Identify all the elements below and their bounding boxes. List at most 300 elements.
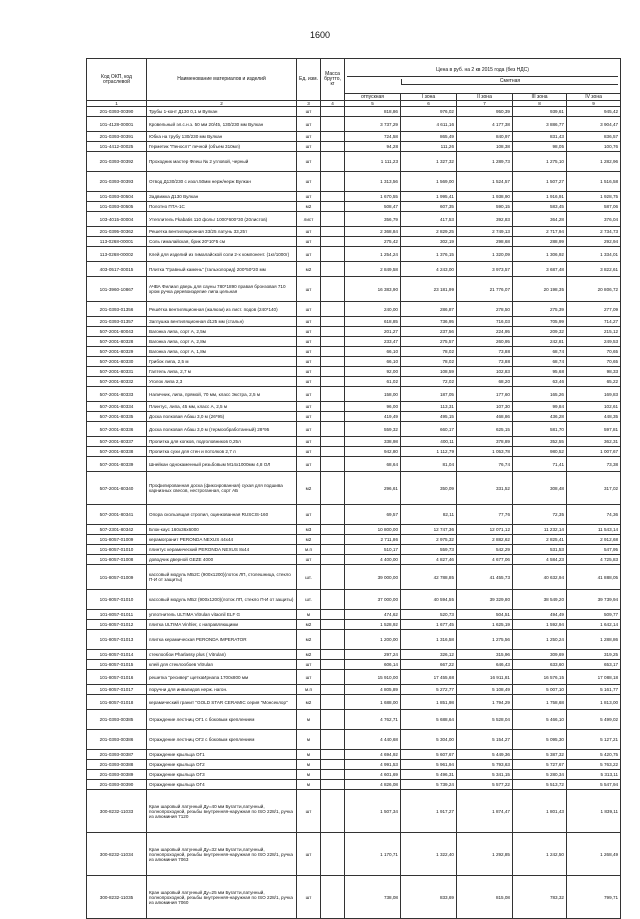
row-price-zone4: 448,35 — [567, 412, 621, 422]
row-price-zone4: 799,71 — [567, 876, 621, 919]
row-price-zone2: 1 524,57 — [457, 172, 513, 192]
row-code: 201-0393-00389 — [87, 770, 147, 780]
row-mass — [321, 107, 345, 117]
row-price-zone2: 5 449,36 — [457, 750, 513, 760]
row-price-zone4: 5 420,75 — [567, 750, 621, 760]
table-row — [87, 780, 621, 790]
row-price-zone2: 1 320,09 — [457, 247, 513, 262]
row-code: 507-2001-80043 — [87, 327, 147, 337]
row-price-release: 39 000,00 — [345, 565, 401, 590]
row-name: доводчик дверной GEZE 4000 — [147, 555, 297, 565]
row-price-zone4: 509,77 — [567, 610, 621, 620]
row-name: Проходник мастер Флеш № 2 угловой, черный — [147, 152, 297, 172]
row-price-zone2: 108,38 — [457, 142, 513, 152]
row-unit: м2 — [297, 262, 321, 277]
row-unit: шт — [297, 347, 321, 357]
row-code: 101-8057-01011 — [87, 610, 147, 620]
row-unit: шт — [297, 317, 321, 327]
row-mass — [321, 750, 345, 760]
row-price-zone2: 1 874,47 — [457, 790, 513, 833]
row-code: 101-8057-01014 — [87, 650, 147, 660]
row-unit: м — [297, 710, 321, 730]
table-row — [87, 685, 621, 695]
row-mass — [321, 367, 345, 377]
row-code: 507-2001-80334 — [87, 402, 147, 412]
row-unit: шт — [297, 402, 321, 412]
row-code: 507-2001-80336 — [87, 422, 147, 437]
col-num: 4 — [321, 101, 345, 107]
row-price-release: 2 849,58 — [345, 262, 401, 277]
row-price-zone2: 5 528,04 — [457, 710, 513, 730]
row-price-zone2: 41 455,73 — [457, 565, 513, 590]
row-mass — [321, 277, 345, 302]
row-price-zone2: 102,83 — [457, 367, 513, 377]
row-price-zone3: 38 549,20 — [513, 590, 567, 610]
row-price-zone4: 100,76 — [567, 142, 621, 152]
row-price-zone2: 73,88 — [457, 347, 513, 357]
row-price-zone3: 5 095,30 — [513, 730, 567, 750]
table-row — [87, 730, 621, 750]
row-price-zone2: 1 794,29 — [457, 695, 513, 710]
row-unit: шт — [297, 117, 321, 132]
row-unit: шт — [297, 387, 321, 402]
row-name: Герметик "Пенослт" печной (объем 310мл) — [147, 142, 297, 152]
row-price-zone1: 520,73 — [401, 610, 457, 620]
row-unit: м — [297, 770, 321, 780]
row-price-zone1: 607,35 — [401, 202, 457, 212]
table-row — [87, 630, 621, 650]
row-code: 101-4412-00025 — [87, 142, 147, 152]
row-price-zone2: 504,51 — [457, 610, 513, 620]
row-price-zone1: 12 747,36 — [401, 525, 457, 535]
row-code: 101-8057-01013 — [87, 630, 147, 650]
row-price-zone2: 77,76 — [457, 505, 513, 525]
row-mass — [321, 695, 345, 710]
row-price-zone1: 350,09 — [401, 472, 457, 505]
row-price-zone2: 1 938,90 — [457, 192, 513, 202]
row-code: 507-2001-80329 — [87, 347, 147, 357]
row-unit: м2 — [297, 620, 321, 630]
row-unit: шт — [297, 172, 321, 192]
row-code: 201-0393-00390 — [87, 107, 147, 117]
row-price-zone3: 1 592,94 — [513, 620, 567, 630]
row-unit: шт — [297, 277, 321, 302]
row-price-zone4: 1 288,86 — [567, 630, 621, 650]
row-name: Галтель липа, 2,7 м — [147, 367, 297, 377]
row-price-zone4: 547,95 — [567, 545, 621, 555]
table-row — [87, 132, 621, 142]
row-price-release: 4 601,69 — [345, 770, 401, 780]
row-name: решетка "ресивер" щеткаИрнапа 1700х800 мм — [147, 670, 297, 685]
row-unit: шт — [297, 357, 321, 367]
row-unit: шт — [297, 142, 321, 152]
row-price-release: 66,10 — [345, 347, 401, 357]
row-name: Вагонка липа, сорт А, 2,8м — [147, 337, 297, 347]
row-price-release: 297,24 — [345, 650, 401, 660]
row-unit: м — [297, 610, 321, 620]
row-unit: шт — [297, 367, 321, 377]
row-mass — [321, 525, 345, 535]
table-row — [87, 402, 621, 412]
row-price-zone3: 1 801,43 — [513, 790, 567, 833]
row-price-zone3: 531,53 — [513, 545, 567, 555]
row-price-zone1: 2 975,32 — [401, 535, 457, 545]
row-price-zone3: 308,48 — [513, 472, 567, 505]
row-price-zone4: 597,81 — [567, 422, 621, 437]
row-name: Ограждение лестниц ОГ1 с боковым креплением — [147, 710, 297, 730]
row-price-zone4: 277,09 — [567, 302, 621, 317]
table-row — [87, 770, 621, 780]
row-price-zone3: 583,45 — [513, 202, 567, 212]
row-price-zone2: 5 577,22 — [457, 780, 513, 790]
row-mass — [321, 437, 345, 447]
row-price-zone2: 590,15 — [457, 202, 513, 212]
table-row — [87, 670, 621, 685]
row-price-zone1: 78,02 — [401, 347, 457, 357]
row-code: 507-2001-80333 — [87, 387, 147, 402]
row-price-release: 1 670,55 — [345, 192, 401, 202]
header-price-group — [345, 59, 621, 94]
row-name: Кровельный эл.с.н.з. 50 мм 20/45, 130/230 мм Вулкан — [147, 117, 297, 132]
row-mass — [321, 650, 345, 660]
row-unit: шт — [297, 192, 321, 202]
row-unit: шт — [297, 237, 321, 247]
table-row — [87, 876, 621, 919]
table-row — [87, 650, 621, 660]
row-price-release: 419,49 — [345, 412, 401, 422]
row-price-zone4: 2 912,68 — [567, 535, 621, 545]
row-price-zone4: 2 734,73 — [567, 227, 621, 237]
row-code: 101-8057-01010 — [87, 590, 147, 610]
table-row — [87, 790, 621, 833]
row-name: Соль гималайская, брик 20*10*5 см — [147, 237, 297, 247]
row-mass — [321, 347, 345, 357]
table-row — [87, 117, 621, 132]
row-price-zone1: 5 688,64 — [401, 710, 457, 730]
row-price-zone1: 660,17 — [401, 422, 457, 437]
row-code: 101-8057-01009 — [87, 565, 147, 590]
row-mass — [321, 227, 345, 237]
row-price-zone2: 260,95 — [457, 337, 513, 347]
row-mass — [321, 152, 345, 172]
row-price-zone1: 1 917,27 — [401, 790, 457, 833]
row-mass — [321, 412, 345, 422]
row-name: Доска полковая Абаш 3,0 м (термообработанный) 28*95 — [147, 422, 297, 437]
row-price-release: 2 368,84 — [345, 227, 401, 237]
row-price-zone3: 11 232,14 — [513, 525, 567, 535]
row-price-release: 338,98 — [345, 437, 401, 447]
row-price-release: 92,00 — [345, 367, 401, 377]
price-table-body — [87, 107, 621, 919]
row-code: 507-2001-80330 — [87, 357, 147, 367]
row-unit: шт — [297, 437, 321, 447]
row-price-zone2: 21 776,07 — [457, 277, 513, 302]
header-mass: Масса брутто, кг — [321, 59, 345, 101]
table-row — [87, 545, 621, 555]
row-price-release: 356,79 — [345, 212, 401, 227]
row-name: Клей для изделий из гималайской соли 2-х компонент. (1кг/1000г) — [147, 247, 297, 262]
row-mass — [321, 422, 345, 437]
row-price-zone3: 98,05 — [513, 142, 567, 152]
row-price-zone4: 41 888,05 — [567, 565, 621, 590]
row-price-zone4: 5 763,22 — [567, 760, 621, 770]
row-price-release: 4 400,00 — [345, 555, 401, 565]
col-num: 7 — [457, 101, 513, 107]
row-name: Кран шаровый латунный Ду=32 мм Бугатти,латунный, полнопроходной, резьбы внутренняя-наружная по ISO 228/1, ручка из алюминия 7063 — [147, 833, 297, 876]
row-name: Полотно ПТА-1С — [147, 202, 297, 212]
row-price-zone3: 95,68 — [513, 367, 567, 377]
row-price-release: 474,62 — [345, 610, 401, 620]
header-zone2: II зона — [457, 94, 513, 101]
row-price-zone2: 298,68 — [457, 237, 513, 247]
row-price-release: 3 737,29 — [345, 117, 401, 132]
table-row — [87, 357, 621, 367]
row-name: поручни для инвалидов нерж. нагон. — [147, 685, 297, 695]
table-row — [87, 302, 621, 317]
row-price-zone1: 5 496,31 — [401, 770, 457, 780]
row-price-zone1: 78,02 — [401, 357, 457, 367]
row-code: 101-0393-00505 — [87, 202, 147, 212]
row-unit: шт. — [297, 565, 321, 590]
row-price-release: 1 111,23 — [345, 152, 401, 172]
table-row — [87, 590, 621, 610]
row-price-release: 1 313,56 — [345, 172, 401, 192]
row-code: 101-8057-01017 — [87, 685, 147, 695]
row-price-zone4: 1 334,01 — [567, 247, 621, 262]
row-price-zone1: 187,05 — [401, 387, 457, 402]
row-price-release: 1 170,71 — [345, 833, 401, 876]
row-price-zone2: 12 071,12 — [457, 525, 513, 535]
table-row — [87, 247, 621, 262]
row-code: 507-2001-80335 — [87, 412, 147, 422]
row-price-zone2: 840,97 — [457, 132, 513, 142]
row-price-zone3: 242,81 — [513, 337, 567, 347]
row-price-zone4: 70,65 — [567, 357, 621, 367]
row-price-zone1: 5 961,94 — [401, 760, 457, 770]
row-price-zone1: 81,04 — [401, 457, 457, 472]
col-num: 6 — [401, 101, 457, 107]
row-name: Трубы 1-конт Д130 0,1 м Вулкан — [147, 107, 297, 117]
row-unit: шт — [297, 555, 321, 565]
row-price-zone1: 1 376,15 — [401, 247, 457, 262]
row-code: 201-0395-00362 — [87, 227, 147, 237]
row-unit: шт — [297, 327, 321, 337]
row-price-zone4: 5 547,94 — [567, 780, 621, 790]
table-row — [87, 202, 621, 212]
row-price-release: 158,00 — [345, 387, 401, 402]
row-mass — [321, 590, 345, 610]
table-row — [87, 505, 621, 525]
row-price-release: 4 440,68 — [345, 730, 401, 750]
table-row — [87, 472, 621, 505]
row-unit: шт — [297, 876, 321, 919]
row-price-release: 296,61 — [345, 472, 401, 505]
header-estimate: Сметная — [401, 79, 618, 85]
header-zone4: IV зона — [567, 94, 621, 101]
row-price-zone4: 317,02 — [567, 472, 621, 505]
row-unit: шт — [297, 152, 321, 172]
row-price-zone2: 76,74 — [457, 457, 513, 472]
col-num: 3 — [297, 101, 321, 107]
row-mass — [321, 730, 345, 750]
row-name: Ограждение крыльца ОГ1 — [147, 750, 297, 760]
row-price-zone2: 3 973,57 — [457, 262, 513, 277]
row-price-release: 61,02 — [345, 377, 401, 387]
row-price-zone3: 939,61 — [513, 107, 567, 117]
row-price-zone2: 4 677,06 — [457, 555, 513, 565]
row-price-zone1: 111,26 — [401, 142, 457, 152]
row-price-zone2: 278,50 — [457, 302, 513, 317]
row-mass — [321, 212, 345, 227]
table-row — [87, 620, 621, 630]
row-price-zone4: 1 642,14 — [567, 620, 621, 630]
row-price-zone3: 364,28 — [513, 212, 567, 227]
table-row — [87, 387, 621, 402]
row-price-zone4: 5 127,21 — [567, 730, 621, 750]
row-name: Кран шаровый латунный Ду=40 мм Бугатти,латунный, полнопроходной, резьбы внутренняя-наружная по ISO 228/1, ручка из алюминия 7120 — [147, 790, 297, 833]
row-price-zone4: 836,57 — [567, 132, 621, 142]
table-row — [87, 695, 621, 710]
row-price-release: 37 000,00 — [345, 590, 401, 610]
row-price-zone1: 4 827,46 — [401, 555, 457, 565]
row-name: Опора скользящая стропил, оцинкованная RUSCIS-160 — [147, 505, 297, 525]
row-price-release: 508,47 — [345, 202, 401, 212]
row-unit: шт — [297, 247, 321, 262]
row-price-release: 738,08 — [345, 876, 401, 919]
row-price-zone4: 70,65 — [567, 347, 621, 357]
row-price-zone4: 1 839,11 — [567, 790, 621, 833]
row-price-zone2: 378,89 — [457, 437, 513, 447]
row-price-zone4: 945,42 — [567, 107, 621, 117]
row-code: 201-0393-00388 — [87, 760, 147, 770]
row-unit: лист — [297, 212, 321, 227]
row-price-zone4: 587,06 — [567, 202, 621, 212]
row-code: 201-0393-00391 — [87, 132, 147, 142]
header-zone1: I зона — [401, 94, 457, 101]
row-price-zone1: 495,15 — [401, 412, 457, 422]
row-price-release: 201,27 — [345, 327, 401, 337]
row-mass — [321, 447, 345, 457]
row-price-zone2: 5 154,27 — [457, 730, 513, 750]
row-price-zone3: 165,26 — [513, 387, 567, 402]
row-unit: м2 — [297, 630, 321, 650]
row-price-zone3: 980,52 — [513, 447, 567, 457]
row-price-release: 2 711,86 — [345, 535, 401, 545]
table-row — [87, 437, 621, 447]
row-name: Блок-каус 160х36х6000 — [147, 525, 297, 535]
row-price-zone4: 20 806,72 — [567, 277, 621, 302]
row-price-zone1: 976,02 — [401, 107, 457, 117]
row-price-zone2: 331,52 — [457, 472, 513, 505]
row-mass — [321, 247, 345, 262]
row-price-zone1: 4 611,16 — [401, 117, 457, 132]
row-price-zone3: 99,84 — [513, 402, 567, 412]
row-unit: м2 — [297, 535, 321, 545]
row-name: Отвод Д130/230 с изол.50мм нерж/нерж Вулкан — [147, 172, 297, 192]
row-price-zone2: 1 275,56 — [457, 630, 513, 650]
row-price-zone1: 82,11 — [401, 505, 457, 525]
row-price-zone2: 542,29 — [457, 545, 513, 555]
row-price-release: 240,00 — [345, 302, 401, 317]
table-row — [87, 227, 621, 237]
row-mass — [321, 357, 345, 367]
row-price-zone1: 237,56 — [401, 327, 457, 337]
row-price-release: 724,58 — [345, 132, 401, 142]
row-mass — [321, 317, 345, 327]
row-price-zone4: 376,04 — [567, 212, 621, 227]
row-price-zone4: 4 725,83 — [567, 555, 621, 565]
row-name: Плитка "Гравный камень" (тальхолорид) 200*50*20 мм — [147, 262, 297, 277]
row-name: Пропитка сухи для стен и потолков 2,7 л — [147, 447, 297, 457]
row-name: уплотнитель ULTIMA Vitrulan vitaonil ELF G — [147, 610, 297, 620]
row-code: 201-0393-01357 — [87, 317, 147, 327]
row-price-zone4: 5 499,02 — [567, 710, 621, 730]
row-price-zone2: 716,03 — [457, 317, 513, 327]
row-code: 113-0268-00001 — [87, 237, 147, 247]
row-price-zone3: 5 007,10 — [513, 685, 567, 695]
row-price-zone2: 16 911,81 — [457, 670, 513, 685]
row-name: Решетка вентиляционная 33/25 латунь 33,25т — [147, 227, 297, 237]
row-price-zone4: 362,31 — [567, 437, 621, 447]
row-mass — [321, 142, 345, 152]
row-price-zone3: 705,99 — [513, 317, 567, 327]
row-unit: м.п — [297, 545, 321, 555]
table-row — [87, 535, 621, 545]
row-unit: шт — [297, 457, 321, 472]
header-unit: Ед. изм. — [297, 59, 321, 101]
row-name: Утеплитель Fkabatis 110 фольг 1000*600*30 (20листов) — [147, 212, 297, 227]
row-price-zone2: 468,86 — [457, 412, 513, 422]
row-price-zone1: 559,73 — [401, 545, 457, 555]
row-price-zone2: 392,83 — [457, 212, 513, 227]
row-price-zone2: 1 292,85 — [457, 833, 513, 876]
row-name: керамогранит PERONDA NEXUS 44х44 — [147, 535, 297, 545]
row-price-zone4: 169,83 — [567, 387, 621, 402]
row-price-zone4: 1 282,96 — [567, 152, 621, 172]
row-code: 101-8057-01010 — [87, 545, 147, 555]
row-code: 201-0393-01356 — [87, 302, 147, 317]
row-price-zone3: 5 280,34 — [513, 770, 567, 780]
row-price-zone4: 65,22 — [567, 377, 621, 387]
row-price-zone1: 72,02 — [401, 377, 457, 387]
row-unit: м — [297, 750, 321, 760]
row-code: 507-2001-80339 — [87, 457, 147, 472]
row-price-zone1: 1 327,32 — [401, 152, 457, 172]
row-code: 300-8232-11034 — [87, 833, 147, 876]
table-row — [87, 317, 621, 327]
row-price-zone1: 42 788,85 — [401, 565, 457, 590]
row-price-release: 10 800,00 — [345, 525, 401, 535]
row-mass — [321, 192, 345, 202]
row-price-release: 68,64 — [345, 457, 401, 472]
row-price-zone1: 833,69 — [401, 876, 457, 919]
row-code: 201-0393-00387 — [87, 750, 147, 760]
row-price-release: 1 688,00 — [345, 695, 401, 710]
row-unit: м — [297, 760, 321, 770]
row-mass — [321, 337, 345, 347]
row-mass — [321, 535, 345, 545]
row-code: 201-0393-00386 — [87, 730, 147, 750]
row-mass — [321, 377, 345, 387]
row-code: 507-2001-80341 — [87, 505, 147, 525]
row-price-zone3: 1 507,27 — [513, 172, 567, 192]
row-price-zone1: 667,22 — [401, 660, 457, 670]
row-mass — [321, 876, 345, 919]
row-code: 101-3960-10867 — [87, 277, 147, 302]
row-unit: м — [297, 780, 321, 790]
row-mass — [321, 302, 345, 317]
col-num: 5 — [345, 101, 401, 107]
